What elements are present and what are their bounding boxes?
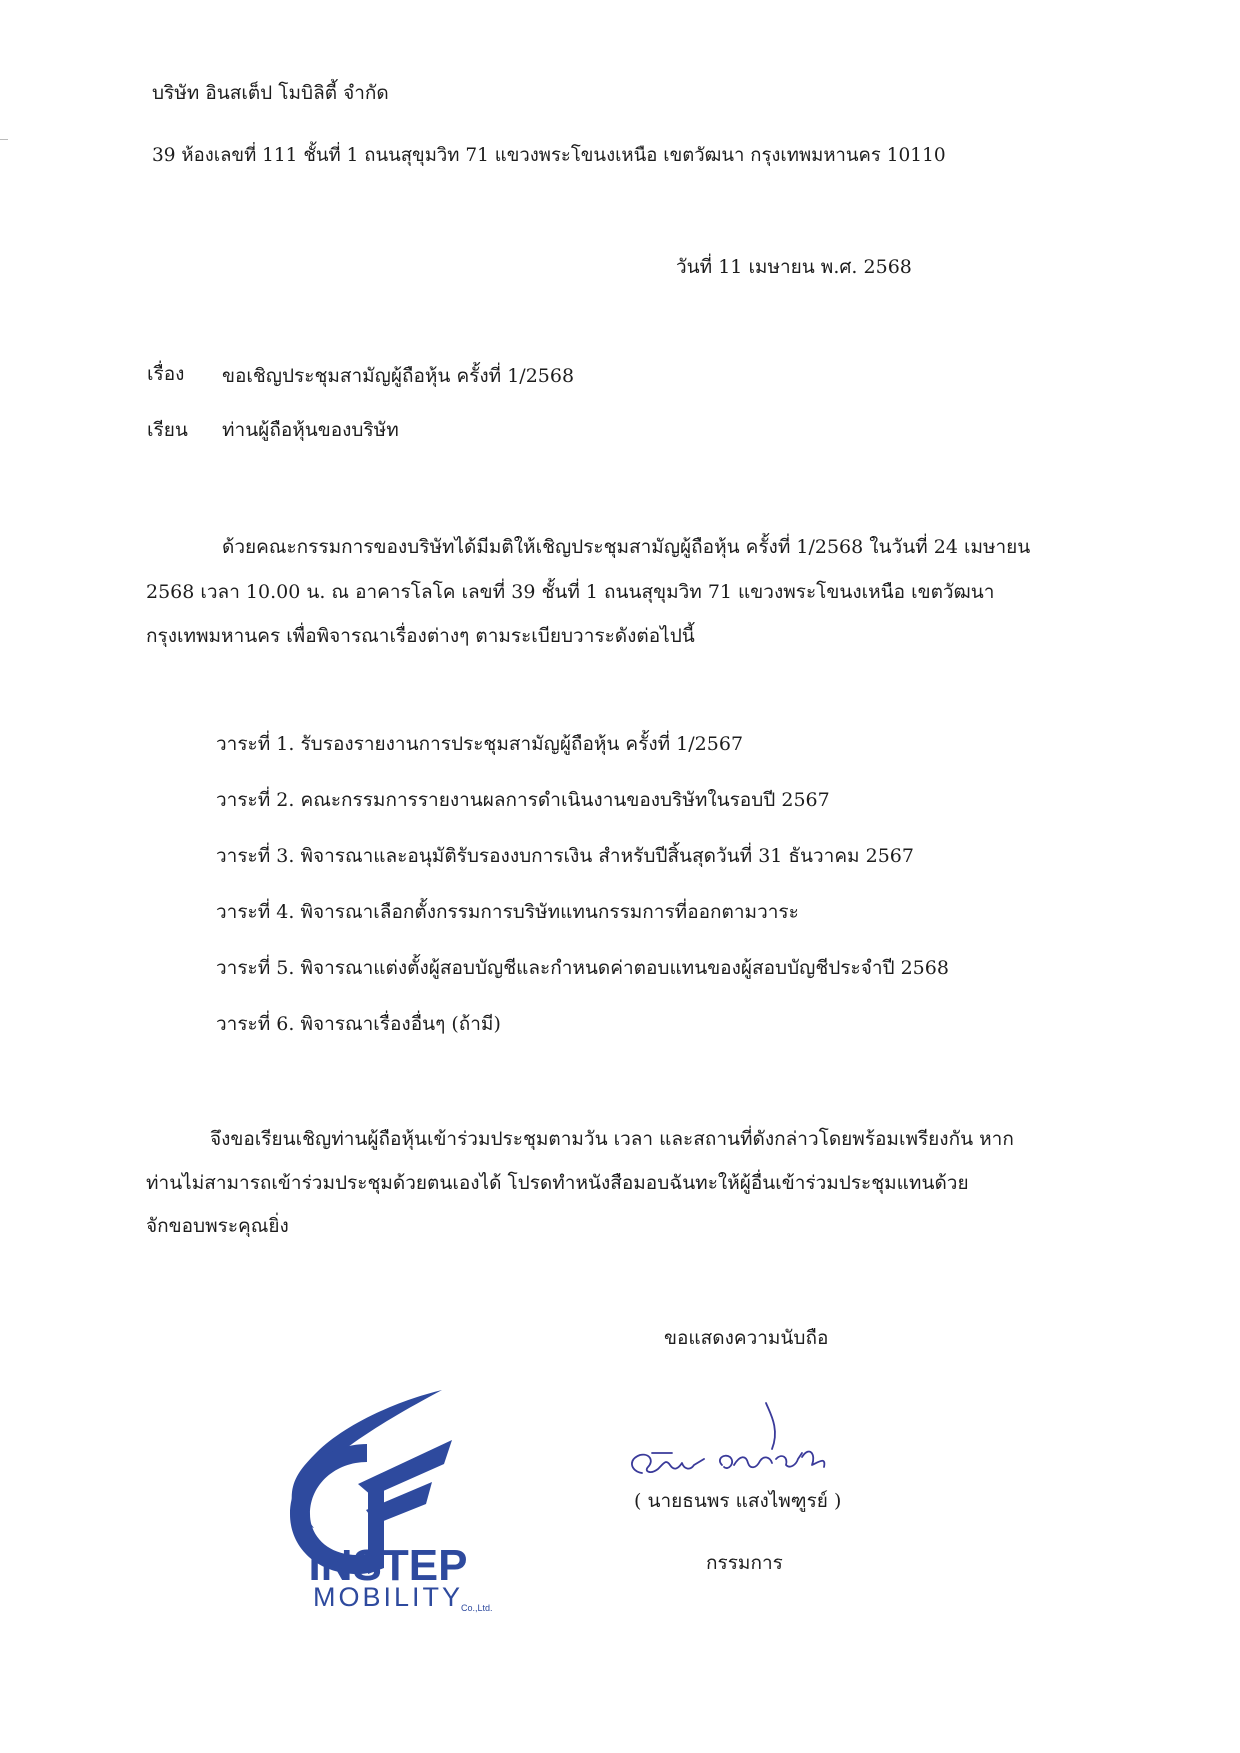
signer-title: กรรมการ	[706, 1552, 783, 1574]
letter-date: วันที่ 11 เมษายน พ.ศ. 2568	[676, 256, 912, 278]
regards-text: ขอแสดงความนับถือ	[664, 1327, 829, 1349]
recipient-label: เรียน	[147, 419, 188, 441]
instep-logo-icon	[272, 1382, 504, 1612]
recipient-text: ท่านผู้ถือหุ้นของบริษัท	[222, 419, 399, 441]
company-name: บริษัท อินสเต็ป โมบิลิตี้ จำกัด	[152, 82, 389, 104]
signer-name: ( นายธนพร แสงไพฑูรย์ )	[634, 1490, 842, 1512]
agenda-item: วาระที่ 4. พิจารณาเลือกตั้งกรรมการบริษัทแทนกรรมการที่ออกตามวาระ	[216, 901, 799, 923]
logo-subtitle: MOBILITY	[312, 1582, 464, 1612]
agenda-item: วาระที่ 2. คณะกรรมการรายงานผลการดำเนินงานของบริษัทในรอบปี 2567	[216, 789, 830, 811]
intro-line: ด้วยคณะกรรมการของบริษัทได้มีมติให้เชิญประชุมสามัญผู้ถือหุ้น ครั้งที่ 1/2568 ในวันที่ 24 เมษายน	[222, 536, 1031, 558]
agenda-item: วาระที่ 6. พิจารณาเรื่องอื่นๆ (ถ้ามี)	[216, 1013, 501, 1035]
logo-suffix: Co.,Ltd.	[461, 1603, 493, 1613]
company-logo	[272, 1382, 504, 1612]
subject-label: เรื่อง	[147, 363, 185, 385]
closing-line: ท่านไม่สามารถเข้าร่วมประชุมด้วยตนเองได้ โปรดทำหนังสือมอบฉันทะให้ผู้อื่นเข้าร่วมประชุมแทนด้วย	[146, 1172, 969, 1194]
agenda-item: วาระที่ 1. รับรองรายงานการประชุมสามัญผู้ถือหุ้น ครั้งที่ 1/2567	[216, 733, 744, 755]
intro-line: กรุงเทพมหานคร เพื่อพิจารณาเรื่องต่างๆ ตามระเบียบวาระดังต่อไปนี้	[146, 625, 695, 647]
company-address: 39 ห้องเลขที่ 111 ชั้นที่ 1 ถนนสุขุมวิท 71 แขวงพระโขนงเหนือ เขตวัฒนา กรุงเทพมหานคร 10110	[152, 145, 946, 166]
logo-wordmark: INSTEP	[308, 1541, 468, 1590]
intro-line: 2568 เวลา 10.00 น. ณ อาคารโลโค เลขที่ 39 ชั้นที่ 1 ถนนสุขุมวิท 71 แขวงพระโขนงเหนือ เขตวัฒนา	[146, 581, 995, 603]
subject-text: ขอเชิญประชุมสามัญผู้ถือหุ้น ครั้งที่ 1/2568	[222, 365, 575, 387]
closing-line: จึงขอเรียนเชิญท่านผู้ถือหุ้นเข้าร่วมประชุมตามวัน เวลา และสถานที่ดังกล่าวโดยพร้อมเพรียงกัน หาก	[210, 1128, 1014, 1150]
agenda-item: วาระที่ 5. พิจารณาแต่งตั้งผู้สอบบัญชีและกำหนดค่าตอบแทนของผู้สอบบัญชีประจำปี 2568	[216, 957, 949, 979]
agenda-item: วาระที่ 3. พิจารณาและอนุมัติรับรองงบการเงิน สำหรับปีสิ้นสุดวันที่ 31 ธันวาคม 2567	[216, 845, 914, 867]
scan-edge-mark	[0, 139, 8, 140]
closing-line: จักขอบพระคุณยิ่ง	[146, 1215, 289, 1237]
